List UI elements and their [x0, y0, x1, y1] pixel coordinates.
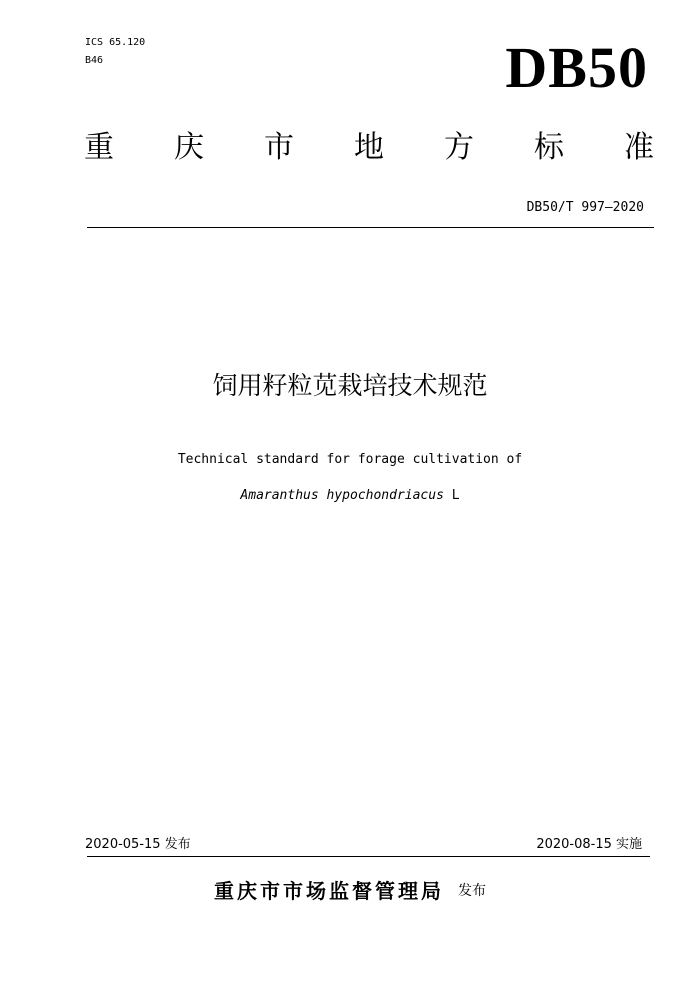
- issue-date: 2020-05-15 发布: [85, 837, 191, 852]
- ics-code: ICS 65.120: [85, 37, 146, 48]
- species-name: Amaranthus hypochondriacus: [240, 488, 444, 503]
- title-english-line1: Technical standard for forage cultivation of: [177, 452, 523, 467]
- standard-type-char: 重: [84, 130, 114, 165]
- title-english-line2: [0, 488, 700, 504]
- header-divider: [87, 227, 654, 228]
- standard-type-heading: [84, 130, 654, 166]
- species-author: L: [451, 488, 460, 503]
- standard-type-char: 地: [354, 130, 384, 165]
- title-chinese: 饲用籽粒苋栽培技术规范: [212, 371, 488, 400]
- issuing-authority: 重庆市市场监督管理局: [214, 879, 444, 903]
- standard-type-char: 市: [264, 130, 294, 165]
- standard-number: DB50/T 997—2020: [526, 200, 644, 215]
- issued-label: 发布: [458, 882, 486, 899]
- standard-code-logo: DB50: [505, 35, 648, 100]
- implementation-date: 2020-08-15 实施: [536, 837, 642, 852]
- issuer-line: [0, 875, 700, 904]
- footer-divider: [87, 856, 650, 857]
- standard-type-char: 准: [624, 130, 654, 165]
- classification-code: B46: [85, 55, 104, 66]
- standard-type-char: 方: [444, 130, 474, 165]
- standard-type-char: 庆: [174, 130, 204, 165]
- standard-type-char: 标: [534, 130, 564, 165]
